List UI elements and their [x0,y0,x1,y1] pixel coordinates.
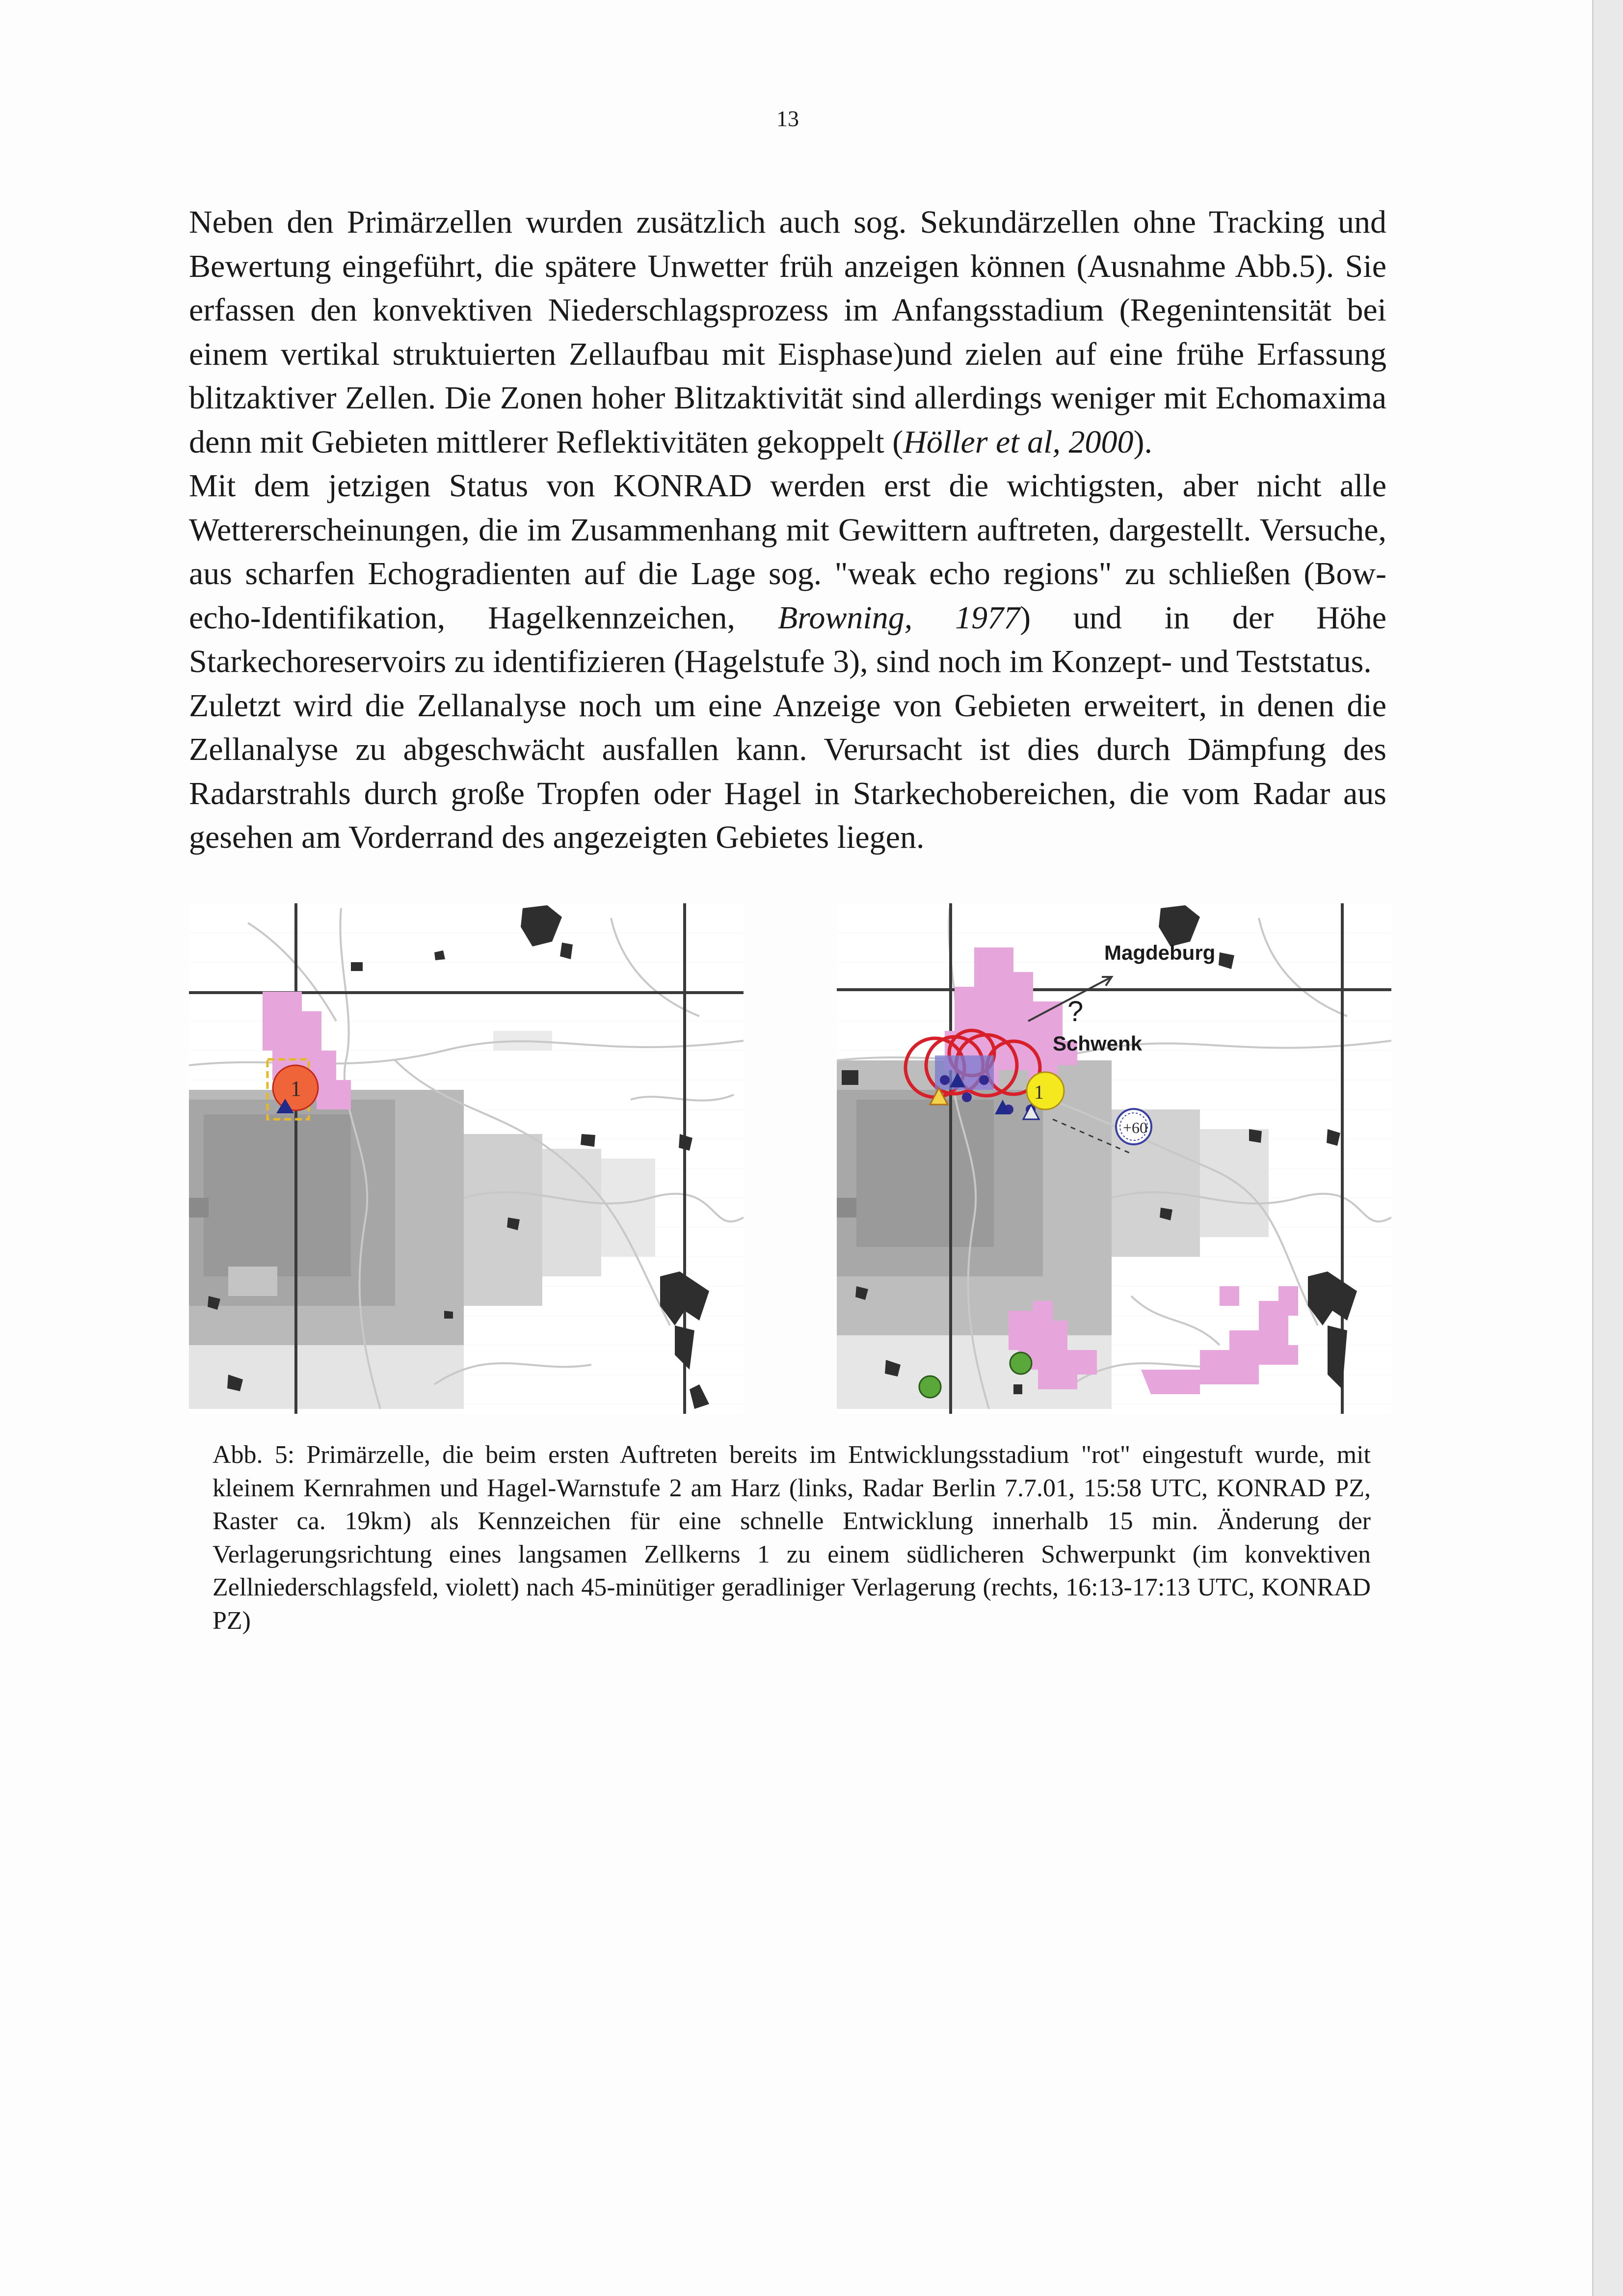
cell-1-label: 1 [1034,1081,1044,1103]
body-text [189,200,1386,860]
remote-cell-marker [1116,1109,1151,1144]
paragraph-3: Zuletzt wird die Zellanalyse noch um eine Anzeige von Gebieten erweitert, in denen die Zellanalyse zu abgeschwächt ausfallen kann. Verursacht ist dies durch Dämpfung des Radarstrahls durch große Tropfen oder Hagel in Starkechobereichen, die vom Radar aus gesehen am Vorderrand des angezeigten Gebietes liegen. [189,687,1386,855]
label-schwenk: Schwenk [1053,1032,1143,1055]
paragraph-2 [189,464,1386,684]
cell-1-marker [1027,1072,1064,1109]
page-number: 13 [776,106,799,131]
citation-hoeller: Höller et al, 2000 [903,424,1134,460]
label-question-mark: ? [1067,996,1084,1027]
radar-map-left [189,903,744,1414]
paragraph-1 [189,200,1386,464]
remote-cell-label: +60 [1123,1119,1148,1136]
paragraph-2-text: Mit dem jetzigen Status von KONRAD werden erst die wichtigsten, aber nicht alle Wettererscheinungen, die im Zusammenhang mit Gewittern auftreten, dargestellt. Versuche, aus scharfen Echogradienten auf die Lage sog. "weak echo regions" zu schließen (Bow-echo-Identifikation, Hagelkennzeichen, [189,468,1386,636]
cell-1-label: 1 [291,1077,301,1101]
label-magdeburg: Magdeburg [1104,941,1216,964]
figure-caption: Abb. 5: Primärzelle, die beim ersten Auftreten bereits im Entwicklungsstadium "rot" eingestuft wurde, mit kleinem Kernrahmen und Hagel-Warnstufe 2 am Harz (links, Radar Berlin 7.7.01, 15:58 UTC, KONRAD PZ, Raster ca. 19km) als Kennzeichen für eine schnelle Entwicklung innerhalb 15 min. Änderung der Verlagerungsrichtung eines langsamen Zellkerns 1 zu einem südlicheren Schwerpunkt (im konvektiven Zellniederschlagsfeld, violett) nach 45-minütiger geradliniger Verlagerung (rechts, 16:13-17:13 UTC, KONRAD PZ) [213,1441,1371,1635]
scan-edge [1594,0,1623,2296]
paragraph-2-end: ) und in der Höhe Starkechoreservoirs zu identifizieren (Hagelstufe 3), sind noch im Konzept- und Teststatus. [189,599,1386,679]
scan-edge-line [1592,0,1594,2296]
radar-map-right [837,903,1391,1414]
paragraph-1-text: Neben den Primärzellen wurden zusätzlich auch sog. Sekundärzellen ohne Tracking und Bewertung eingeführt, die spätere Unwetter früh anzeigen können (Ausnahme Abb.5). Sie erfassen den konvektiven Niederschlagsprozess im Anfangsstadium (Regenintensität bei einem vertikal struktuierten Zellaufbau mit Eisphase)und zielen auf eine frühe Erfassung blitzaktiver Zellen. Die Zonen hoher Blitzaktivität sind allerdings weniger mit Echomaxima denn mit Gebieten mittlerer Reflektivitäten gekoppelt ( [189,204,1386,460]
paragraph-1-end: ). [1133,424,1152,460]
citation-browning: Browning, 1977 [777,599,1020,636]
